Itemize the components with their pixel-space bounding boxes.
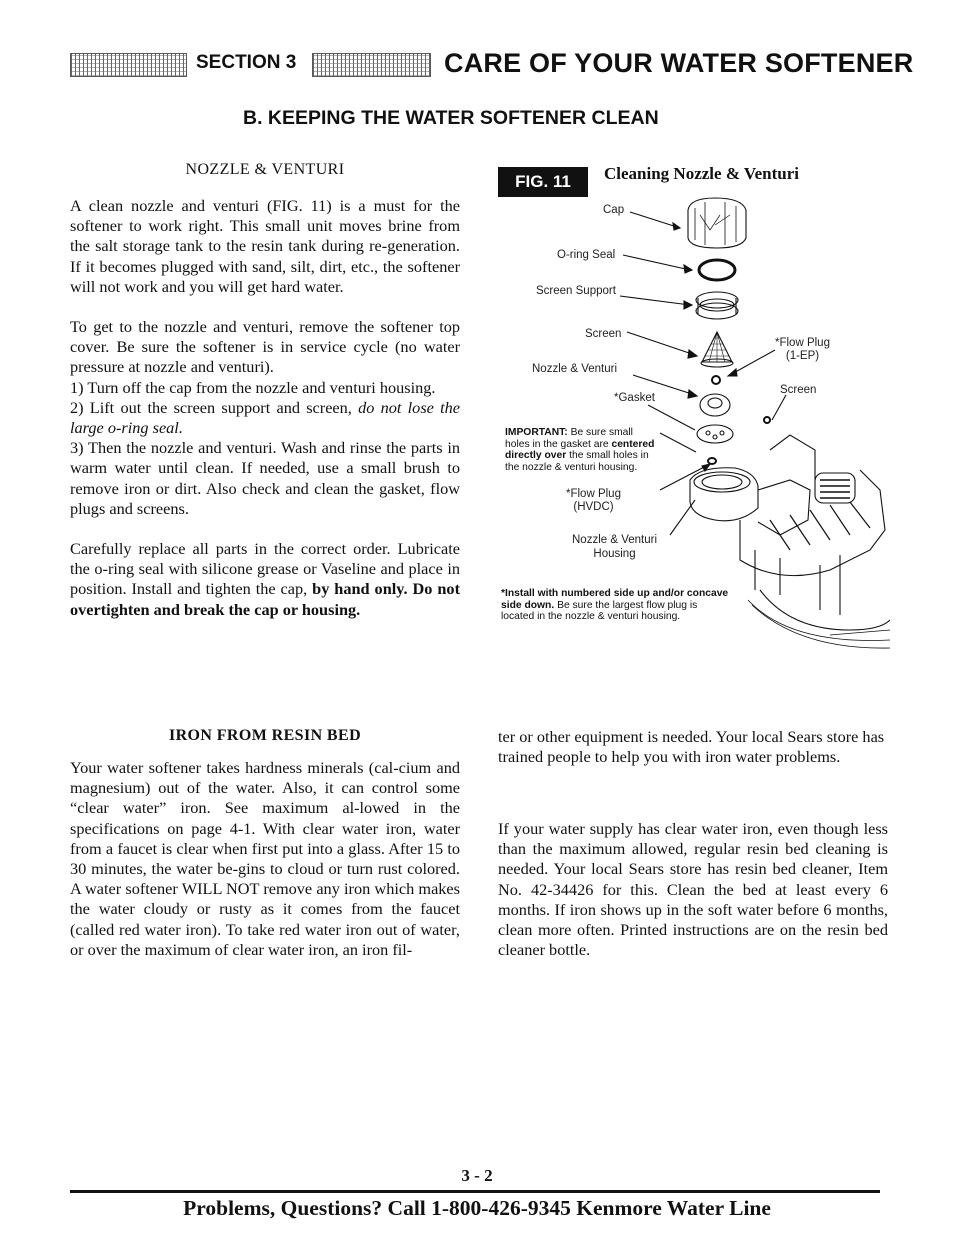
footer-text: Problems, Questions? Call 1-800-426-9345 Kenmore Water Line <box>183 1196 771 1220</box>
iron-paragraph-2: If your water supply has clear water iron, even though less than the maximum allowed, regular resin bed cleaning is needed. Your local Sears store has resin bed cleaner, Item No. 42-34426 for this. Clean the bed at least every 6 months. If iron shows up in the soft water before 6 months, clean more often. Printed instructions are on the resin bed cleaner bottle. <box>498 819 888 960</box>
page-title: CARE OF YOUR WATER SOFTENER <box>444 48 914 78</box>
nozzle-heading: NOZZLE & VENTURI <box>185 161 345 178</box>
p3-warning: by hand only. Do not overtighten and break the cap or housing. <box>70 579 460 619</box>
nozzle-step-3: 3) Then the nozzle and venturi. Wash and rinse the parts in warm water until clean. If needed, use a small brush to remove iron or dirt. Also check and clean the gasket, flow plugs and screens. <box>70 438 460 518</box>
important-emphasis: centered directly over <box>505 438 655 462</box>
iron-paragraph-1-left: Your water softener takes hardness minerals (cal-cium and magnesium) out of the water. Also, it can control some “clear water” iron. See maximum al-lowed in the specifications on page 4-1. With clear water iron, water from a faucet is clear when first put into a glass. After 15 to 30 minutes, the water be-gins to cloud or turn rust colored. A water softener WILL NOT remove any iron which makes the water cloudy or rusty as it comes from the faucet (called red water iron). To take red water iron out of water, or over the maximum of clear water iron, an iron fil- <box>70 758 460 959</box>
nozzle-paragraph-1: A clean nozzle and venturi (FIG. 11) is a must for the softener to work right. This small unit moves brine from the salt storage tank to the resin tank during re-generation. If it becomes plugged with sand, silt, dirt, etc., the softener will not work and you will get hard water. <box>70 196 460 296</box>
install-note <box>501 588 733 623</box>
figure-badge: FIG. 11 <box>498 167 588 197</box>
nozzle-text <box>70 196 460 620</box>
important-text-2: the small holes in the nozzle & venturi housing. <box>505 450 649 473</box>
page-number: 3 - 2 <box>461 1166 493 1185</box>
label-flow-plug-1ep <box>775 337 830 363</box>
install-text: Be sure the largest flow plug is located in the nozzle & venturi housing. <box>501 599 698 623</box>
p3-text: Carefully replace all parts in the correct order. Lubricate the o-ring seal with silicone grease or Vaseline and place in position. Install and tighten the cap, <box>70 539 460 599</box>
header-pattern-right <box>312 53 431 77</box>
label-cap: Cap <box>603 204 625 216</box>
nozzle-step-2 <box>70 398 460 438</box>
flow-plug-1ep-line2: (1-EP) <box>785 350 820 362</box>
label-oring-seal: O-ring Seal <box>557 249 616 261</box>
install-emphasis: *Install with numbered side up and/or concave side down. <box>501 588 729 611</box>
label-nozzle-venturi: Nozzle & Venturi <box>532 363 618 375</box>
label-screen: Screen <box>585 328 622 340</box>
nozzle-paragraph-3 <box>70 539 460 620</box>
iron-paragraph-1-right: ter or other equipment is needed. Your local Sears store has trained people to help you with iron water problems. <box>498 727 885 767</box>
section-subtitle: B. KEEPING THE WATER SOFTENER CLEAN <box>243 107 659 129</box>
section-label: SECTION 3 <box>196 52 297 73</box>
label-screen-support: Screen Support <box>536 285 616 297</box>
label-gasket: *Gasket <box>614 392 655 404</box>
label-flow-plug-hvdc <box>566 488 621 514</box>
figure-title: Cleaning Nozzle & Venturi <box>604 164 800 183</box>
nozzle-step-1: 1) Turn off the cap from the nozzle and venturi housing. <box>70 377 436 397</box>
flow-plug-1ep-line1: *Flow Plug <box>775 337 830 349</box>
iron-heading: IRON FROM RESIN BED <box>168 727 362 744</box>
header-pattern-left <box>70 53 187 77</box>
footer-rule <box>70 1190 880 1193</box>
label-housing <box>572 533 657 561</box>
nozzle-paragraph-2: To get to the nozzle and venturi, remove the softener top cover. Be sure the softener is in service cycle (no water pressure at nozzle and venturi). <box>70 317 460 377</box>
flow-plug-hvdc-line2: (HVDC) <box>573 501 614 513</box>
step-2-warning: do not lose the large o-ring seal. <box>70 397 461 438</box>
housing-line1: Nozzle & Venturi <box>572 534 658 546</box>
important-text-1: Be sure small holes in the gasket are <box>505 427 633 450</box>
step-2-text: 2) Lift out the screen support and screen, <box>70 397 359 417</box>
housing-line2: Housing <box>593 548 636 560</box>
important-label: IMPORTANT: <box>505 427 568 438</box>
label-screen-right: Screen <box>780 384 817 396</box>
flow-plug-hvdc-line1: *Flow Plug <box>566 488 621 500</box>
important-note <box>505 427 655 473</box>
